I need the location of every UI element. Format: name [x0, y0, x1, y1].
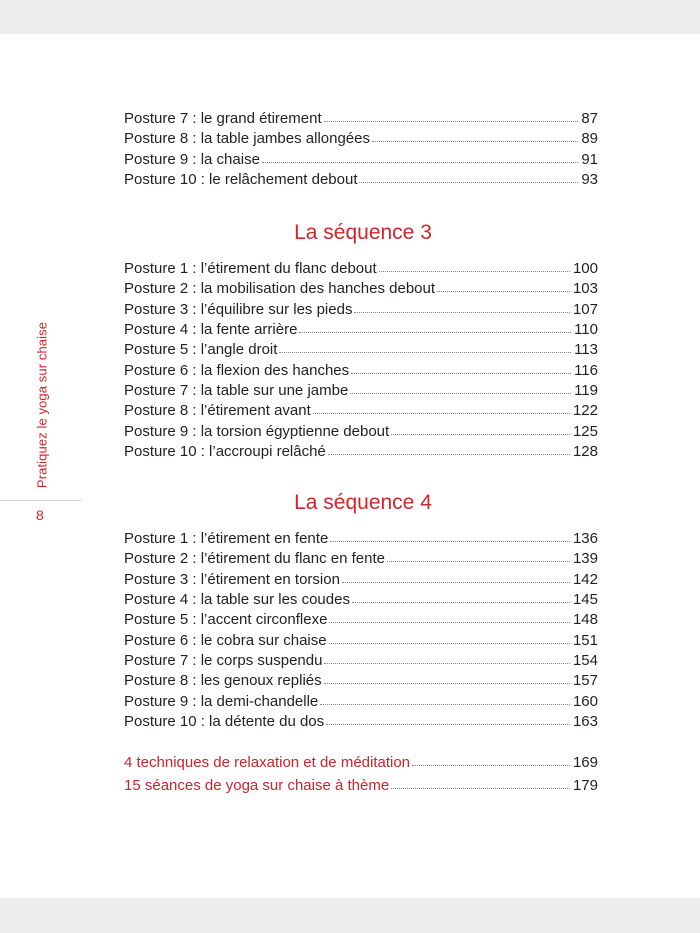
dot-leader [324, 662, 570, 664]
dot-leader [350, 392, 571, 394]
dot-leader [391, 787, 570, 789]
toc-entry-page: 169 [572, 754, 598, 772]
dot-leader [379, 270, 570, 272]
dot-leader [387, 560, 570, 562]
toc-entry[interactable] [124, 422, 598, 442]
toc-entry-page: 151 [572, 631, 598, 649]
toc-entry-label: Posture 10 : la détente du dos [124, 712, 325, 730]
toc-entry-label: 15 séances de yoga sur chaise à thème [124, 777, 390, 795]
toc-entry[interactable] [124, 381, 598, 401]
dot-leader [329, 621, 570, 623]
toc-entry[interactable] [124, 631, 598, 651]
toc-entry[interactable] [124, 279, 598, 299]
toc-entry[interactable] [124, 170, 598, 190]
toc-entry-page: 113 [574, 341, 598, 359]
dot-leader [326, 723, 570, 725]
dot-leader [342, 581, 570, 583]
toc-entry-label: Posture 8 : la table jambes allongées [124, 130, 370, 148]
toc-entry[interactable] [124, 150, 598, 170]
sequence-3-title: La séquence 3 [294, 221, 432, 245]
toc-entry-page: 107 [572, 300, 598, 318]
toc-entry[interactable] [124, 442, 598, 462]
toc-entry[interactable] [124, 529, 598, 549]
dot-leader [329, 642, 570, 644]
toc-entry-page: 136 [572, 530, 598, 548]
toc-entry-page: 154 [572, 651, 598, 669]
toc-entry[interactable] [124, 300, 598, 320]
sequence-4-title: La séquence 4 [294, 491, 432, 515]
toc-entry-label: Posture 4 : la table sur les coudes [124, 591, 350, 609]
toc-entry-label: Posture 3 : l’étirement en torsion [124, 570, 340, 588]
dot-leader [437, 290, 570, 292]
dot-leader [351, 372, 571, 374]
toc-entry-label: Posture 6 : le cobra sur chaise [124, 631, 327, 649]
toc-entry-label: Posture 5 : l’angle droit [124, 341, 278, 359]
dot-leader [412, 764, 570, 766]
toc-entry[interactable] [124, 340, 598, 360]
toc-entry[interactable] [124, 109, 598, 129]
dot-leader [313, 412, 570, 414]
toc-entry[interactable] [124, 590, 598, 610]
side-running-title: Pratiquez le yoga sur chaise [34, 321, 50, 489]
dot-leader [320, 703, 570, 705]
dot-leader [328, 453, 570, 455]
dot-leader [359, 181, 578, 183]
toc-entry-label: 4 techniques de relaxation et de méditation [124, 754, 411, 772]
sequence-3-entries [124, 259, 598, 462]
toc-entry-label: Posture 2 : la mobilisation des hanches debout [124, 280, 436, 298]
toc-entry[interactable] [124, 361, 598, 381]
dot-leader [262, 161, 578, 163]
sequence-4-entries [124, 529, 598, 732]
toc-entry-page: 139 [572, 550, 598, 568]
dot-leader [324, 120, 579, 122]
toc-entry-page: 179 [572, 777, 598, 795]
toc-entry-page: 157 [572, 672, 598, 690]
toc-entry-page: 89 [581, 130, 598, 148]
toc-entry[interactable] [124, 692, 598, 712]
toc-entry-page: 87 [581, 110, 598, 127]
toc-entry-label: Posture 7 : le grand étirement [124, 110, 322, 127]
toc-entry-page: 125 [572, 422, 598, 440]
toc-entry-page: 122 [572, 402, 598, 420]
toc-entry-page: 103 [572, 280, 598, 298]
toc-entry-label: Posture 5 : l’accent circonflexe [124, 611, 328, 629]
toc-entry[interactable] [124, 712, 598, 732]
dot-leader [354, 311, 570, 313]
toc-entry-label: Posture 4 : la fente arrière [124, 321, 298, 339]
toc-entry-label: Posture 10 : le relâchement debout [124, 170, 358, 188]
dot-leader [279, 351, 571, 353]
extra-sections [124, 751, 598, 797]
toc-entry[interactable] [124, 549, 598, 569]
toc-entry-page: 110 [574, 321, 598, 339]
toc-entry-label: Posture 9 : la chaise [124, 150, 260, 168]
toc-entry-label: Posture 2 : l’étirement du flanc en fente [124, 550, 385, 568]
toc-entry[interactable] [124, 401, 598, 421]
toc-entry[interactable] [124, 320, 598, 340]
dot-leader [391, 433, 570, 435]
side-divider [0, 500, 82, 501]
toc-entry-label: Posture 9 : la torsion égyptienne debout [124, 422, 390, 440]
toc-entry[interactable] [124, 610, 598, 630]
toc-entry-label: Posture 8 : l’étirement avant [124, 402, 311, 420]
toc-entry-label: Posture 8 : les genoux repliés [124, 672, 322, 690]
page-number: 8 [36, 507, 44, 523]
toc-entry-label: Posture 6 : la flexion des hanches [124, 361, 350, 379]
toc-entry-page: 148 [572, 611, 598, 629]
dot-leader [330, 540, 570, 542]
dot-leader [299, 331, 571, 333]
toc-entry-page: 116 [574, 361, 598, 379]
toc-entry-label: Posture 7 : le corps suspendu [124, 651, 323, 669]
toc-entry-page: 93 [581, 170, 598, 188]
table-of-contents [124, 109, 598, 797]
toc-entry-page: 128 [572, 442, 598, 460]
toc-entry-label: Posture 10 : l’accroupi relâché [124, 442, 326, 460]
toc-entry-label: Posture 7 : la table sur une jambe [124, 381, 349, 399]
toc-entry-page: 100 [572, 260, 598, 278]
toc-entry-sessions[interactable] [124, 774, 598, 797]
dot-leader [324, 682, 570, 684]
toc-entry-page: 119 [574, 381, 598, 399]
toc-entry[interactable] [124, 651, 598, 671]
toc-entry-page: 145 [572, 591, 598, 609]
dot-leader [352, 601, 570, 603]
toc-entry-label: Posture 1 : l’étirement du flanc debout [124, 260, 377, 278]
toc-entry-label: Posture 1 : l’étirement en fente [124, 530, 329, 548]
toc-entry[interactable] [124, 259, 598, 279]
toc-entry[interactable] [124, 129, 598, 149]
dot-leader [372, 140, 578, 142]
toc-entry-label: Posture 3 : l’équilibre sur les pieds [124, 300, 353, 318]
toc-entry-relaxation[interactable] [124, 751, 598, 774]
toc-entry-label: Posture 9 : la demi-chandelle [124, 692, 319, 710]
toc-entry[interactable] [124, 671, 598, 691]
toc-entry-page: 142 [572, 570, 598, 588]
toc-entry-page: 160 [572, 692, 598, 710]
continued-entries [124, 109, 598, 190]
toc-entry-page: 163 [572, 712, 598, 730]
toc-entry[interactable] [124, 570, 598, 590]
toc-entry-page: 91 [581, 150, 598, 168]
